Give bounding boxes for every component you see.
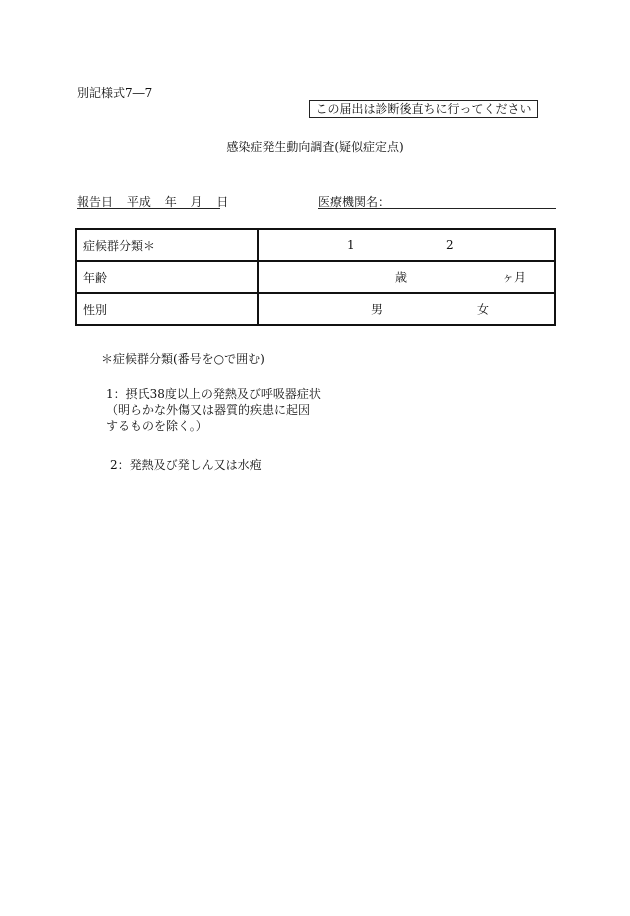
table-row: [76, 261, 555, 293]
table-row: [76, 229, 555, 261]
option-2[interactable]: 2: [446, 238, 454, 252]
syndrome-options[interactable]: [258, 229, 555, 261]
form-id: 別記様式7―7: [77, 86, 153, 100]
notes-heading: ＊症候群分類(番号を○で囲む): [101, 352, 265, 366]
report-date-field[interactable]: [77, 193, 229, 209]
year-label: 年: [164, 195, 177, 209]
month-label: 月: [190, 195, 203, 209]
notice-box: この届出は診断後直ちに行ってください: [309, 100, 538, 118]
sex-options[interactable]: [258, 293, 555, 325]
day-label: 日: [216, 195, 229, 209]
age-years-unit: 歳: [395, 270, 408, 285]
option-1[interactable]: 1: [347, 238, 355, 252]
sex-female[interactable]: 女: [477, 302, 490, 317]
page-title: 感染症発生動向調査(疑似症定点): [226, 140, 404, 154]
sex-label: 性別: [76, 293, 258, 325]
report-date-label: 報告日: [77, 195, 114, 209]
option1-line2: （明らかな外傷又は器質的疾患に起因: [106, 403, 311, 417]
option1-line1: 1：摂氏38度以上の発熱及び呼吸器症状: [106, 387, 321, 401]
survey-table: [75, 228, 556, 326]
option1-line3: するものを除く。）: [106, 419, 208, 433]
institution-label: 医療機関名：: [318, 195, 391, 209]
age-label: 年齢: [76, 261, 258, 293]
syndrome-label: 症候群分類＊: [76, 229, 258, 261]
age-months-unit: ヶ月: [502, 270, 527, 285]
institution-field[interactable]: [318, 193, 556, 209]
era-label: 平成: [126, 195, 151, 209]
sex-male[interactable]: 男: [371, 302, 384, 317]
syndrome-option-1-description: [106, 386, 321, 434]
table-row: [76, 293, 555, 325]
age-field[interactable]: [258, 261, 555, 293]
syndrome-option-2-description: 2：発熱及び発しん又は水疱: [110, 458, 262, 472]
